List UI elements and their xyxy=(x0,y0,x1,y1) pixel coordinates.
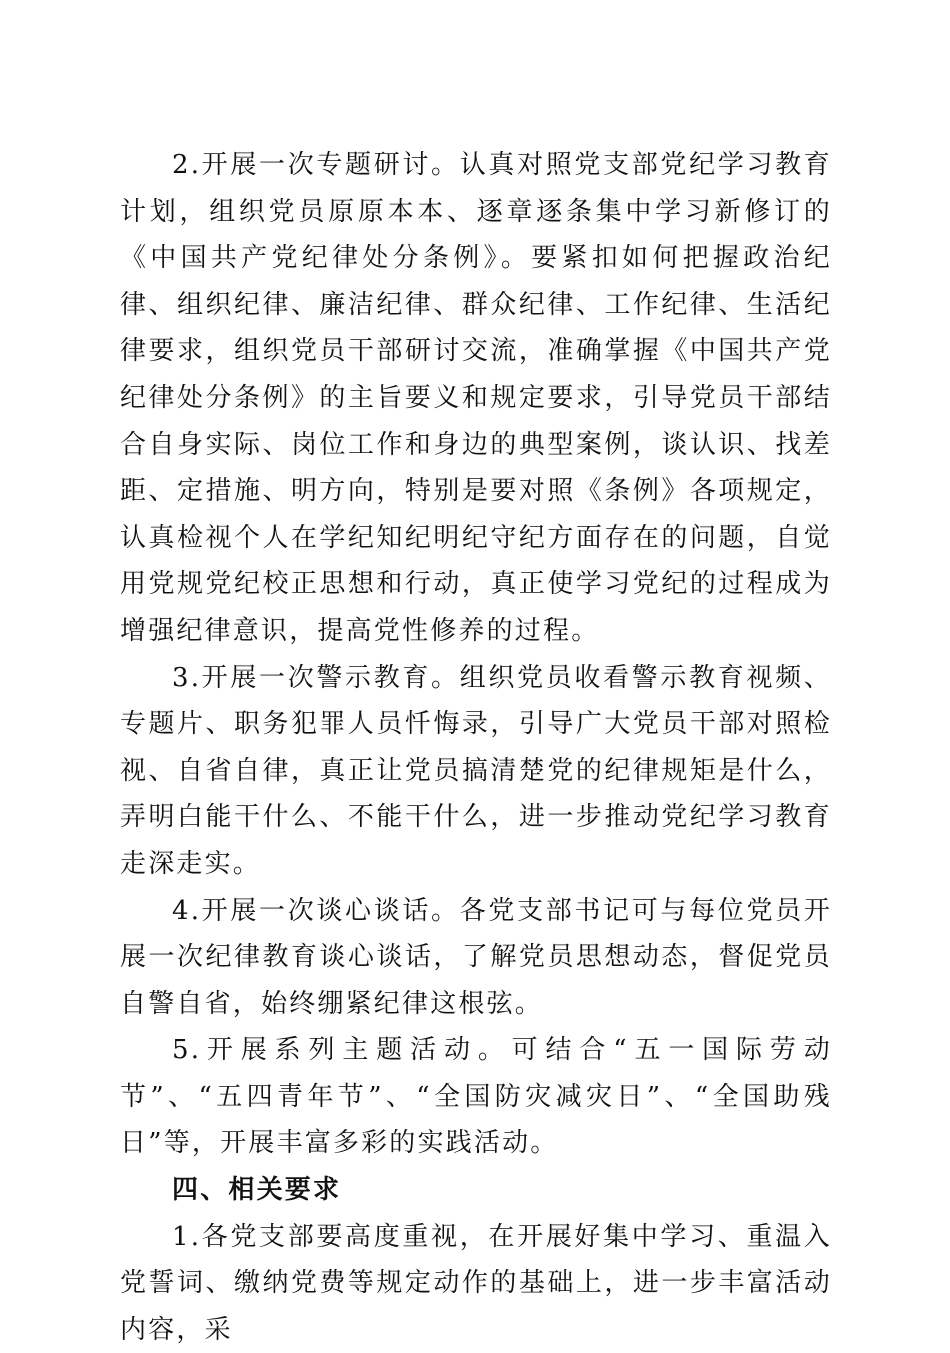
paragraph-heart-to-heart-talk: 4.开展一次谈心谈话。各党支部书记可与每位党员开展一次纪律教育谈心谈话，了解党员思想动态，督促党员自警自省，始终绷紧纪律这根弦。 xyxy=(120,895,832,1019)
paragraph-special-seminar: 2.开展一次专题研讨。认真对照党支部党纪学习教育计划，组织党员原原本本、逐章逐条集中学习新修订的《中国共产党纪律处分条例》。要紧扣如何把握政治纪律、组织纪律、廉洁纪律、群众纪律、工作纪律、生活纪律要求，组织党员干部研讨交流，准确掌握《中国共产党纪律处分条例》的主旨要义和规定要求，引导党员干部结合自身实际、岗位工作和身边的典型案例，谈认识、找差距、定措施、明方向，特别是要对照《条例》各项规定，认真检视个人在学纪知纪明纪守纪方面存在的问题，自觉用党规党纪校正思想和行动，真正使学习党纪的过程成为增强纪律意识，提高党性修养的过程。 xyxy=(120,150,832,646)
section-heading-requirements: 四、相关要求 xyxy=(172,1175,342,1206)
paragraph-requirement-1: 1.各党支部要高度重视，在开展好集中学习、重温入党誓词、缴纳党费等规定动作的基础上，进一步丰富活动内容，采 xyxy=(120,1221,832,1345)
paragraph-warning-education: 3.开展一次警示教育。组织党员收看警示教育视频、专题片、职务犯罪人员忏悔录，引导广大党员干部对照检视、自省自律，真正让党员搞清楚党的纪律规矩是什么，弄明白能干什么、不能干什么，进一步推动党纪学习教育走深走实。 xyxy=(120,662,832,879)
document-body xyxy=(120,142,832,1353)
paragraph-themed-activities: 5.开展系列主题活动。可结合“五一国际劳动节”、“五四青年节”、“全国防灾减灾日”、“全国助残日”等，开展丰富多彩的实践活动。 xyxy=(120,1035,832,1159)
